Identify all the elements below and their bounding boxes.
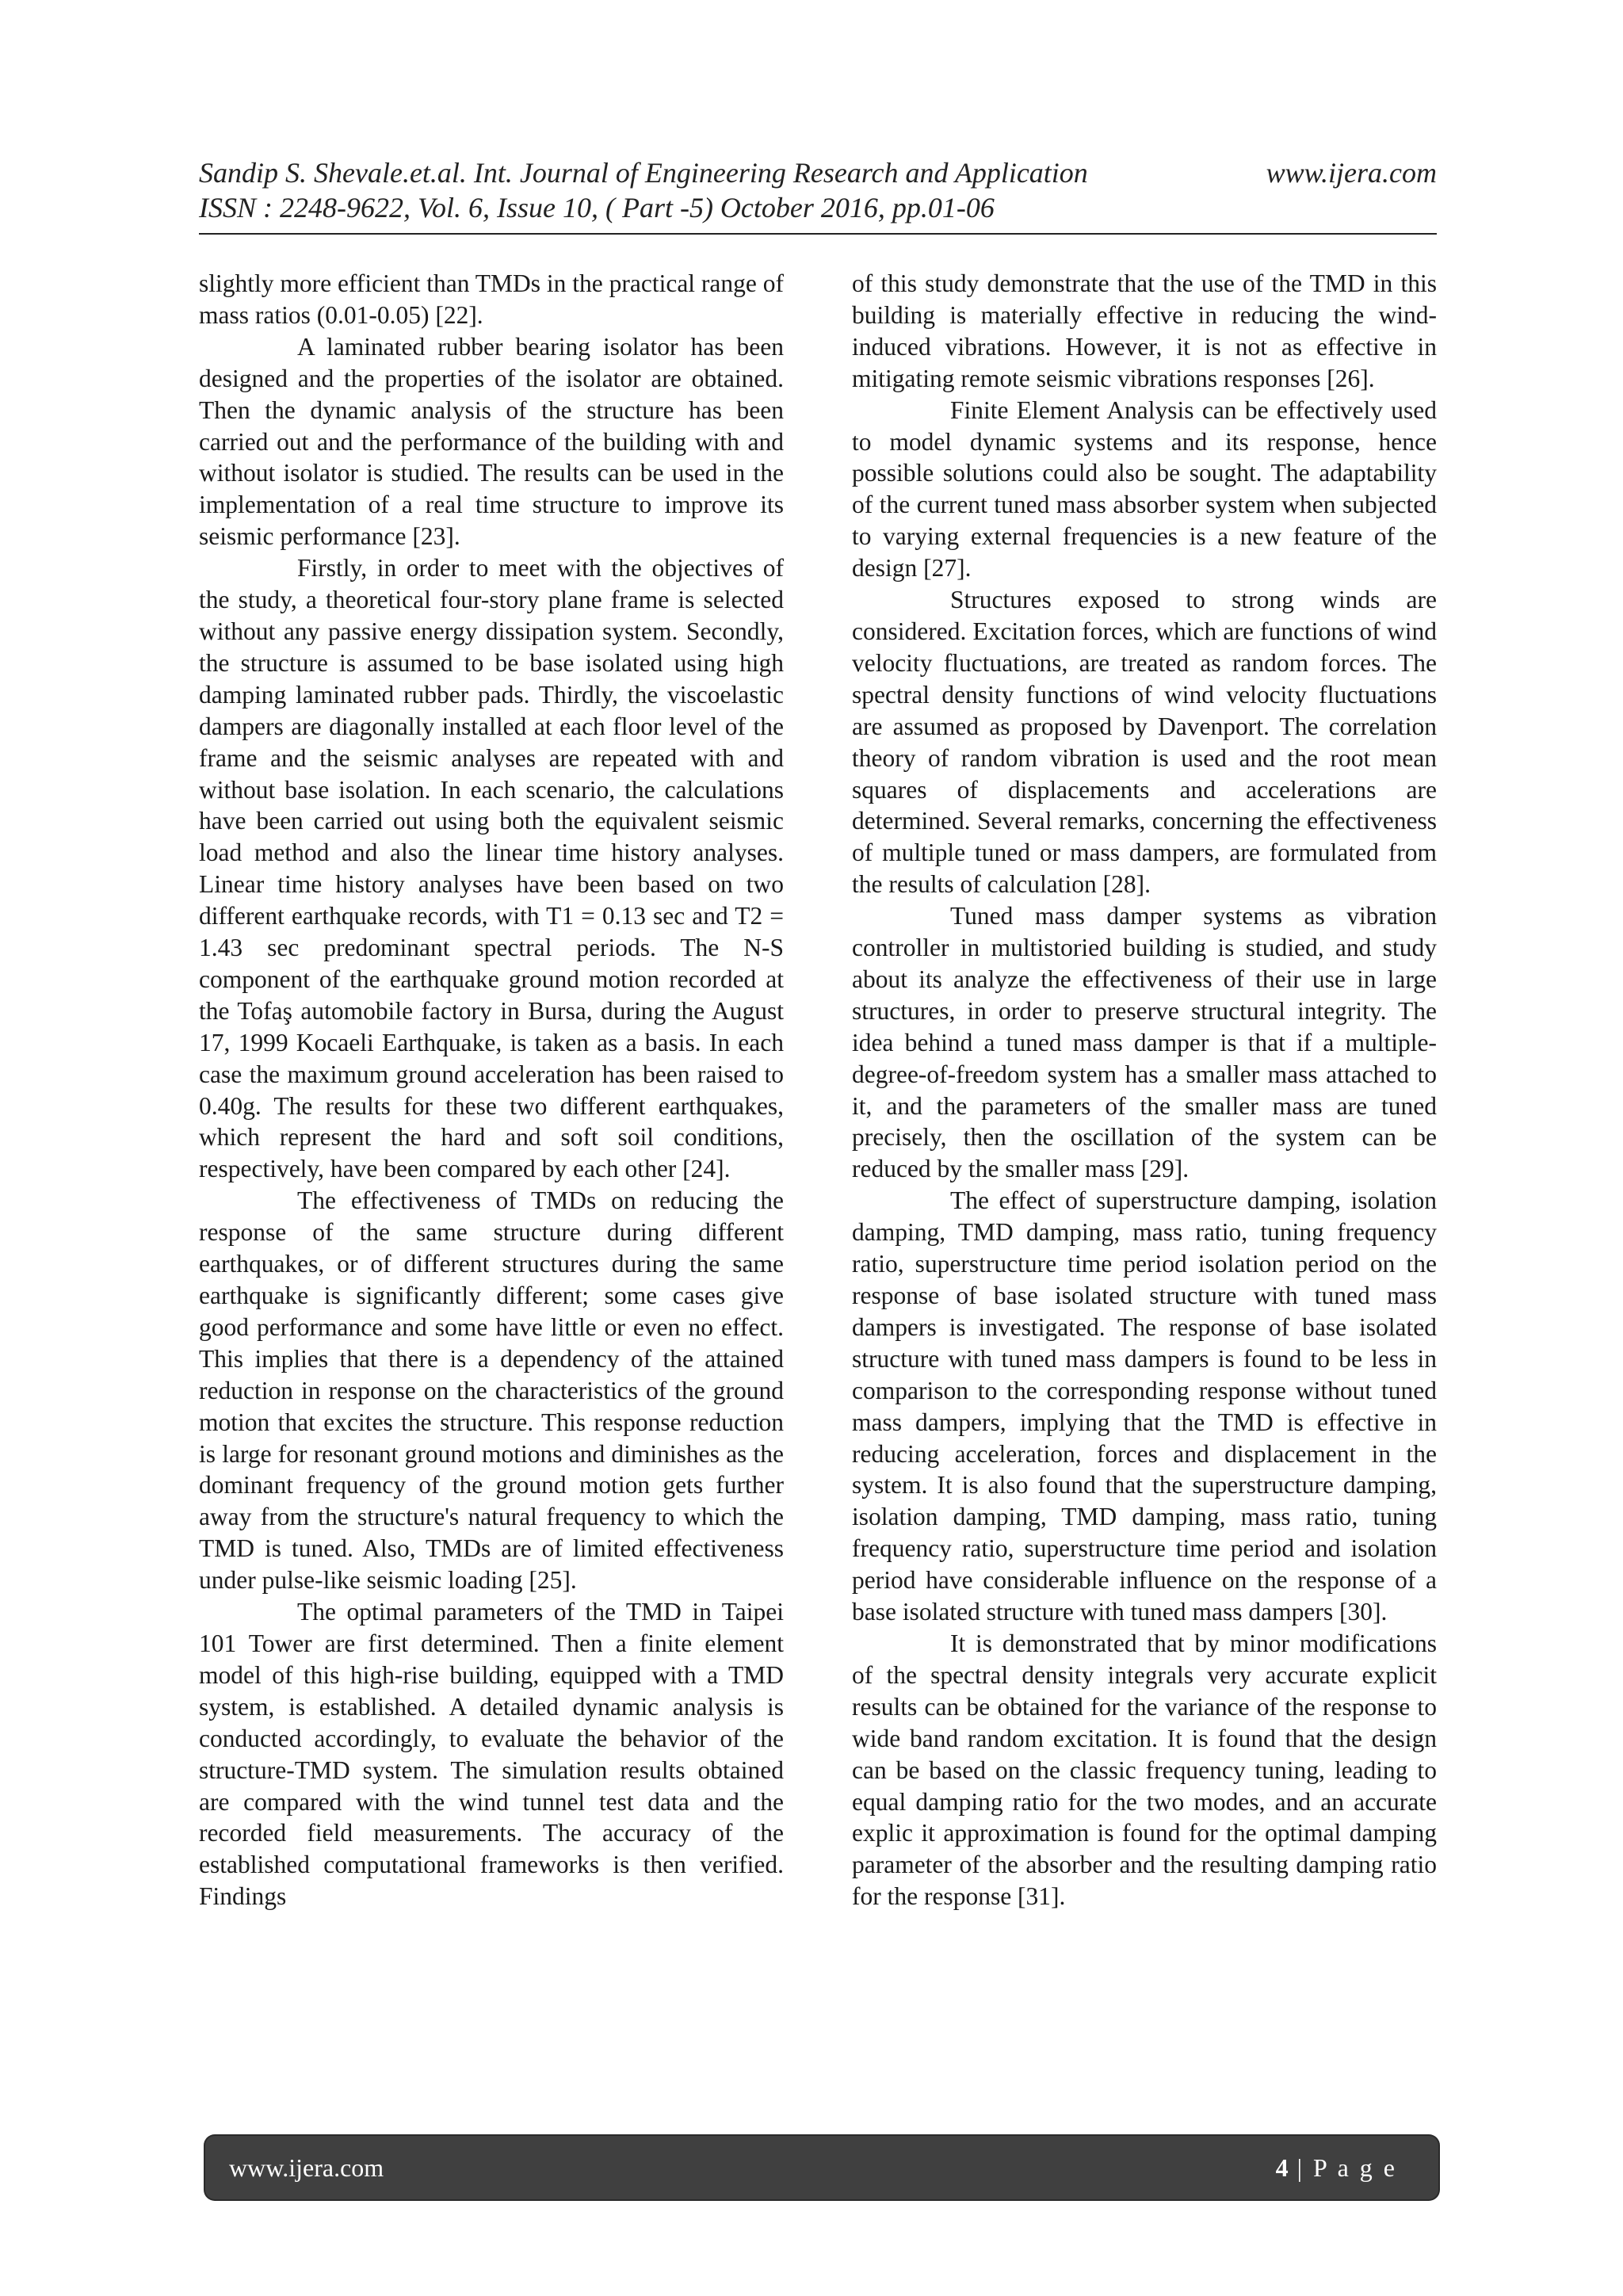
left-column	[199, 268, 784, 1912]
footer-website: www.ijera.com	[229, 2153, 384, 2182]
right-paragraph-1: of this study demonstrate that the use of the TMD in this building is materially effective in reducing the wind-induced vibrations. However, it is not as effective in mitigating remote seismic vibrations responses [26].	[852, 269, 1437, 392]
right-paragraph-5: The effect of superstructure damping, isolation damping, TMD damping, mass ratio, tuning frequency ratio, superstructure time period isolation period on the response of base isolated structure with tuned mass dampers is investigated. The response of base isolated structure with tuned mass dampers is found to be less in comparison to the corresponding response without tuned mass dampers, implying that the TMD is effective in reducing acceleration, forces and displacement in the system. It is also found that the superstructure damping, isolation damping, TMD damping, mass ratio, tuning frequency ratio, superstructure time period and isolation period have considerable influence on the response of a base isolated structure with tuned mass dampers [30].	[852, 1186, 1437, 1626]
page-number: 4	[1275, 2153, 1289, 2182]
header-website: www.ijera.com	[1266, 157, 1437, 189]
page-label: | P a g e	[1288, 2153, 1397, 2182]
right-paragraph-6: It is demonstrated that by minor modifications of the spectral density integrals very accurate explicit results can be obtained for the variance of the response to wide band random excitation. It is found that the design can be based on the classic frequency tuning, leading to equal damping ratio for the two modes, and an accurate explic it approximation is found for the optimal damping parameter of the absorber and the resulting damping ratio for the response [31].	[852, 1629, 1437, 1911]
left-paragraph-2: A laminated rubber bearing isolator has been designed and the properties of the isolator are obtained. Then the dynamic analysis of the structure has been carried out and the performance of the building with and without isolator is studied. The results can be used in the implementation of a real time structure to improve its seismic performance [23].	[199, 332, 784, 551]
right-paragraph-2: Finite Element Analysis can be effectively used to model dynamic systems and its response, hence possible solutions could also be sought. The adaptability of the current tuned mass absorber system when subjected to varying external frequencies is a new feature of the design [27].	[852, 395, 1437, 583]
issn-line: ISSN : 2248-9622, Vol. 6, Issue 10, ( Part -5) October 2016, pp.01-06	[199, 192, 995, 223]
left-paragraph-1: slightly more efficient than TMDs in the practical range of mass ratios (0.01-0.05) [22].	[199, 269, 784, 329]
journal-citation: Sandip S. Shevale.et.al. Int. Journal of Engineering Research and Application	[199, 157, 1088, 189]
left-paragraph-3: Firstly, in order to meet with the objectives of the study, a theoretical four-story plane frame is selected without any passive energy dissipation system. Secondly, the structure is assumed to be base isolated using high damping laminated rubber pads. Thirdly, the viscoelastic dampers are diagonally installed at each floor level of the frame and the seismic analyses are repeated with and without base isolation. In each scenario, the calculations have been carried out using both the equivalent seismic load method and also the linear time history analyses. Linear time history analyses have been based on two different earthquake records, with T1 = 0.13 sec and T2 = 1.43 sec predominant spectral periods. The N-S component of the earthquake ground motion recorded at the Tofaş automobile factory in Bursa, during the August 17, 1999 Kocaeli Earthquake, is taken as a basis. In each case the maximum ground acceleration has been raised to 0.40g. The results for these two different earthquakes, which represent the hard and soft soil conditions, respectively, have been compared by each other [24].	[199, 554, 784, 1183]
page-indicator	[1276, 2153, 1397, 2183]
left-paragraph-5: The optimal parameters of the TMD in Taipei 101 Tower are first determined. Then a finite element model of this high-rise building, equipped with a TMD system, is established. A detailed dynamic analysis is conducted accordingly, to evaluate the behavior of the structure-TMD system. The simulation results obtained are compared with the wind tunnel test data and the recorded field measurements. The accuracy of the established computational frameworks is then verified. Findings	[199, 1598, 784, 1911]
left-paragraph-4: The effectiveness of TMDs on reducing the response of the same structure during different earthquakes, or of different structures during the same earthquake is significantly different; some cases give good performance and some have little or even no effect. This implies that there is a dependency of the attained reduction in response on the characteristics of the ground motion that excites the structure. This response reduction is large for resonant ground motions and diminishes as the dominant frequency of the ground motion gets further away from the structure's natural frequency to which the TMD is tuned. Also, TMDs are of limited effectiveness under pulse-like seismic loading [25].	[199, 1186, 784, 1595]
right-paragraph-3: Structures exposed to strong winds are considered. Excitation forces, which are functions of wind velocity fluctuations, are treated as random forces. The spectral density functions of wind velocity fluctuations are assumed as proposed by Davenport. The correlation theory of random vibration is used and the root mean squares of displacements and accelerations are determined. Several remarks, concerning the effectiveness of multiple tuned or mass dampers, are formulated from the results of calculation [28].	[852, 586, 1437, 899]
footer-bar	[205, 2136, 1438, 2199]
right-paragraph-4: Tuned mass damper systems as vibration controller in multistoried building is studied, and study about its analyze the effectiveness of their use in large structures, in order to preserve structural integrity. The idea behind a tuned mass damper is that if a multiple-degree-of-freedom system has a smaller mass attached to it, and the parameters of the smaller mass are tuned precisely, then the oscillation of the system can be reduced by the smaller mass [29].	[852, 902, 1437, 1183]
header-rule	[199, 233, 1437, 235]
right-column	[852, 268, 1437, 1912]
running-header	[199, 155, 1437, 225]
